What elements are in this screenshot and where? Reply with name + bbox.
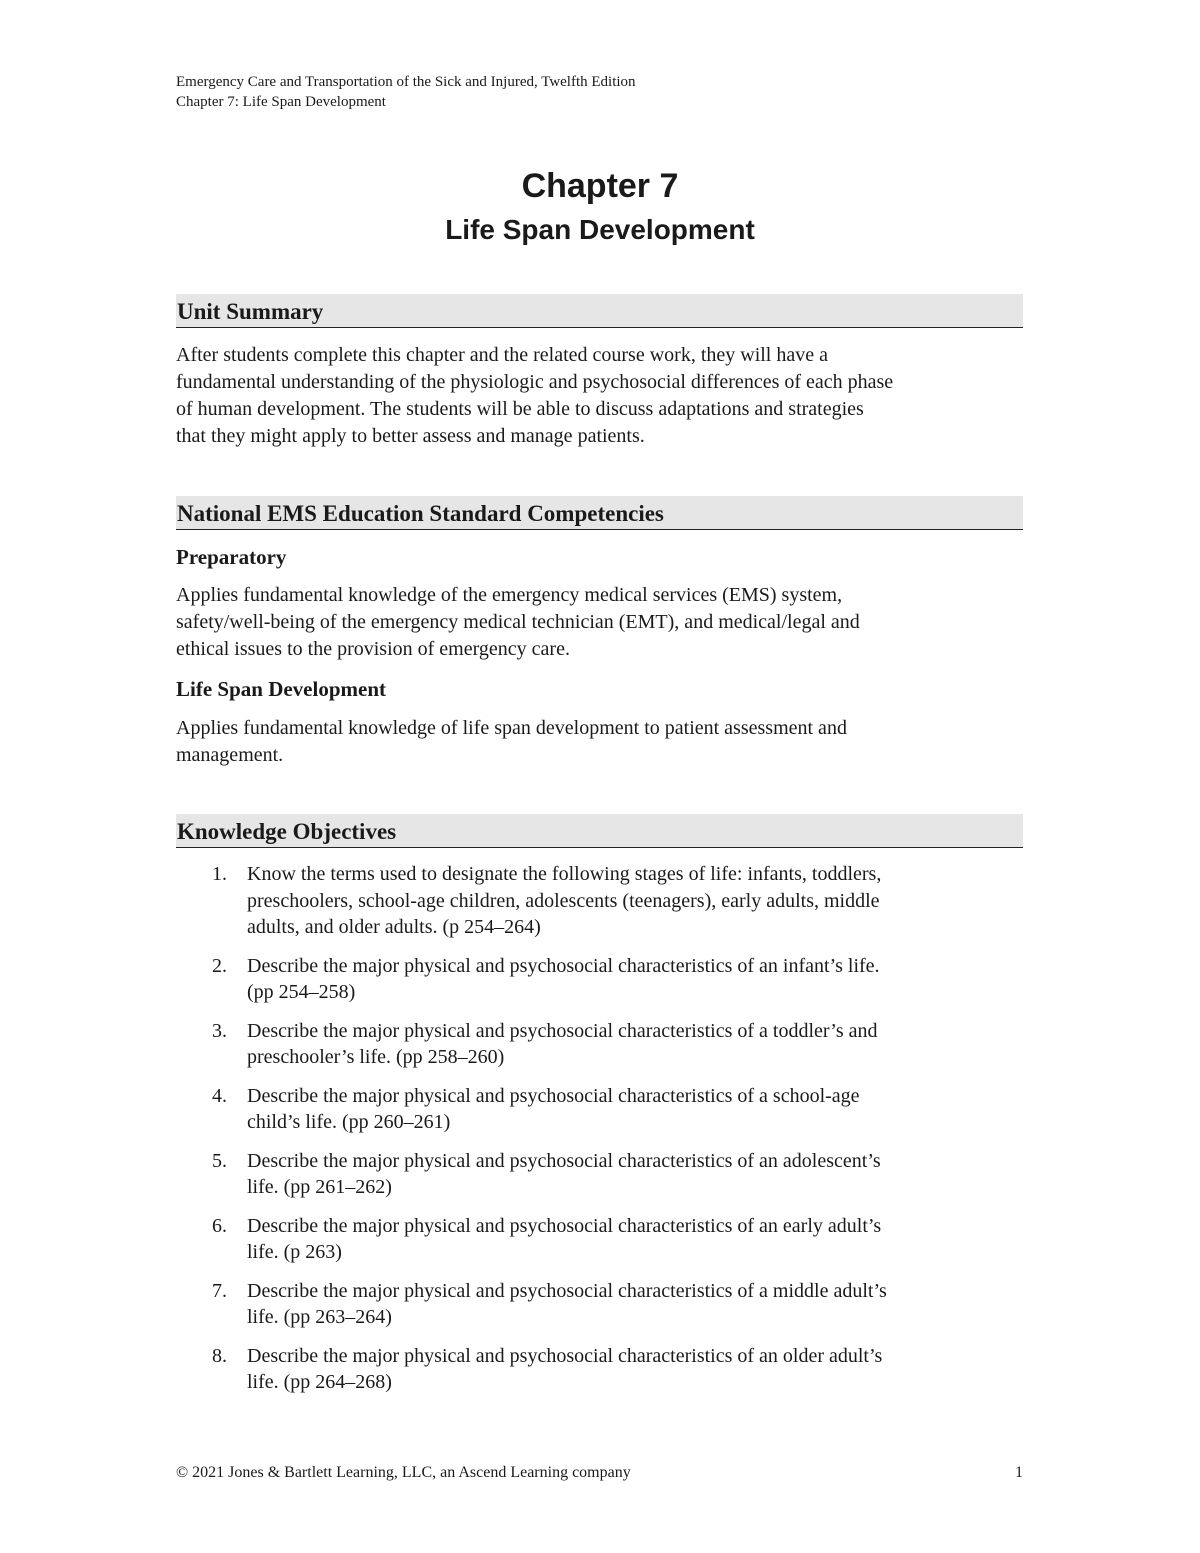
running-header [176, 72, 636, 112]
lifespan-line: management. [176, 744, 284, 766]
preparatory-heading: Preparatory [176, 545, 287, 569]
list-item-number: 7. [212, 1279, 227, 1302]
competencies-heading: National EMS Education Standard Competencies [176, 496, 1023, 530]
list-item [176, 1083, 1016, 1136]
unit-summary-line: fundamental understanding of the physiologic and psychosocial differences of each phase [176, 371, 894, 393]
list-item [176, 1278, 1016, 1331]
running-header-chapter: Chapter 7: Life Span Development [176, 94, 386, 110]
list-item-line: Describe the major physical and psychosocial characteristics of a toddler’s and [247, 1019, 878, 1042]
unit-summary-text [176, 342, 1036, 450]
knowledge-objectives-list [176, 861, 1016, 1408]
copyright-notice: © 2021 Jones & Bartlett Learning, LLC, an Ascend Learning company [176, 1464, 631, 1481]
preparatory-text [176, 582, 1036, 663]
list-item-number: 2. [212, 954, 227, 977]
list-item [176, 953, 1016, 1006]
list-item-line: life. (pp 261–262) [247, 1176, 392, 1198]
list-item-line: Know the terms used to designate the following stages of life: infants, toddlers, [247, 863, 882, 885]
list-item-line: preschooler’s life. (pp 258–260) [247, 1046, 505, 1068]
list-item [176, 1018, 1016, 1071]
preparatory-line: ethical issues to the provision of emergency care. [176, 638, 570, 660]
knowledge-objectives-heading: Knowledge Objectives [176, 814, 1023, 848]
list-item-number: 3. [212, 1019, 227, 1042]
list-item [176, 861, 1016, 941]
unit-summary-line: that they might apply to better assess and manage patients. [176, 425, 645, 447]
list-item-line: preschoolers, school-age children, adolescents (teenagers), early adults, middle [247, 889, 880, 912]
list-item-line: child’s life. (pp 260–261) [247, 1111, 451, 1133]
running-header-book-title: Emergency Care and Transportation of the Sick and Injured, Twelfth Edition [176, 74, 636, 90]
list-item-number: 8. [212, 1344, 227, 1367]
list-item-line: Describe the major physical and psychosocial characteristics of an infant’s life. [247, 954, 880, 977]
lifespan-line: Applies fundamental knowledge of life span development to patient assessment and [176, 717, 847, 739]
list-item-line: (pp 254–258) [247, 981, 356, 1003]
page-number: 1 [1015, 1464, 1023, 1481]
list-item-number: 5. [212, 1149, 227, 1172]
lifespan-heading: Life Span Development [176, 677, 386, 701]
unit-summary-heading: Unit Summary [176, 294, 1023, 328]
list-item-number: 6. [212, 1214, 227, 1237]
list-item-line: Describe the major physical and psychosocial characteristics of a middle adult’s [247, 1279, 887, 1302]
chapter-title: Chapter 7 [521, 167, 679, 205]
list-item-line: Describe the major physical and psychosocial characteristics of an older adult’s [247, 1344, 883, 1367]
list-item [176, 1213, 1016, 1266]
lifespan-text [176, 715, 1036, 769]
list-item-line: Describe the major physical and psychosocial characteristics of an adolescent’s [247, 1149, 881, 1172]
unit-summary-line: of human development. The students will be able to discuss adaptations and strategies [176, 398, 864, 420]
list-item [176, 1343, 1016, 1396]
list-item-line: life. (pp 264–268) [247, 1371, 392, 1393]
list-item-number: 1. [212, 863, 227, 885]
list-item-line: Describe the major physical and psychosocial characteristics of a school-age [247, 1084, 860, 1107]
unit-summary-line: After students complete this chapter and the related course work, they will have a [176, 344, 828, 366]
list-item-line: life. (pp 263–264) [247, 1306, 392, 1328]
page-footer [176, 1462, 1023, 1484]
chapter-subtitle: Life Span Development [445, 214, 755, 245]
list-item-line: Describe the major physical and psychosocial characteristics of an early adult’s [247, 1214, 882, 1237]
list-item-line: life. (p 263) [247, 1241, 342, 1263]
list-item-line: adults, and older adults. (p 254–264) [247, 916, 541, 938]
list-item [176, 1148, 1016, 1201]
list-item-number: 4. [212, 1084, 227, 1107]
preparatory-line: Applies fundamental knowledge of the emergency medical services (EMS) system, [176, 584, 843, 606]
preparatory-line: safety/well-being of the emergency medical technician (EMT), and medical/legal and [176, 611, 860, 633]
